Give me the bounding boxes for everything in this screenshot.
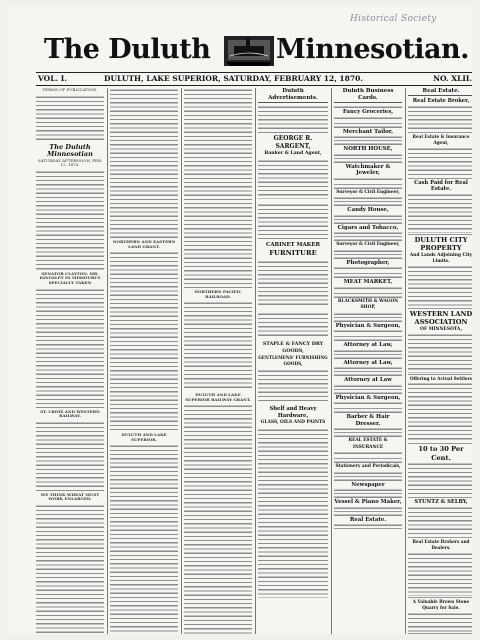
card-title: Physician & Surgeon,	[335, 322, 401, 329]
business-card	[334, 372, 402, 390]
column-4	[258, 88, 328, 634]
headline-4: NORTHERN AND EASTERN LAND GRANT.	[112, 239, 176, 249]
text-block	[334, 153, 402, 157]
business-card	[334, 202, 402, 220]
text-block	[258, 203, 328, 239]
column-3	[184, 88, 252, 634]
text-block	[334, 488, 402, 492]
real-estate-ad	[408, 444, 472, 498]
card-title: Barber & Hair Dresser,	[346, 414, 390, 427]
volume-label: VOL. I.	[38, 74, 67, 83]
issue-number: NO. XLII.	[433, 74, 472, 83]
text-block	[184, 301, 252, 391]
ad-title: CABINET MAKER	[266, 242, 320, 248]
headline-5: DULUTH AND LAKE SUPERIOR.	[121, 432, 167, 442]
place-date: DULUTH, LAKE SUPERIOR, SATURDAY, FEBRUARY 12, 1870.	[104, 74, 363, 83]
card-title: MEAT MARKET,	[343, 279, 393, 285]
text-block	[408, 382, 472, 442]
card-title: Stationery and Periodicals,	[335, 464, 401, 469]
card-title: Real Estate.	[349, 516, 387, 523]
card-title: Merchant Tailor,	[342, 128, 394, 135]
real-estate-ad	[408, 498, 472, 538]
ad-sub: GENTLEMENS' FURNISHING GOODS,	[258, 355, 328, 366]
business-card	[334, 124, 402, 142]
text-block	[36, 504, 104, 634]
text-block	[408, 105, 472, 131]
text-block	[110, 88, 178, 238]
steamship-engraving-icon	[222, 32, 276, 70]
business-card	[334, 220, 402, 238]
real-estate-ad	[408, 235, 472, 309]
column-rule	[107, 88, 108, 634]
ad-title: Real Estate Broker,	[412, 98, 470, 104]
text-block	[334, 349, 402, 353]
text-block	[408, 612, 472, 632]
card-title: REAL ESTATE & INSURANCE	[348, 438, 388, 450]
text-block	[258, 312, 328, 338]
ad-title: DULUTH CITY PROPERTY	[414, 235, 468, 252]
ad-title: Offering to Actual Settlers	[409, 375, 472, 381]
ad-sub: GLASS, OILS AND PAINTS	[260, 420, 326, 425]
text-block	[334, 451, 402, 457]
masthead-right: Minnesotian.	[276, 34, 470, 65]
ad-title: Shelf and Heavy Hardware,	[269, 406, 317, 419]
handwritten-note: Historical Society	[350, 14, 437, 24]
ad-title: WESTERN LAND ASSOCIATION	[409, 309, 472, 326]
text-block	[334, 384, 402, 388]
text-block	[334, 116, 402, 122]
section-title-cards: Duluth Business Cards.	[334, 88, 402, 103]
card-title: Newspaper	[351, 481, 385, 488]
column-rule	[255, 88, 256, 634]
text-block	[334, 471, 402, 475]
real-estate-ad	[408, 309, 472, 375]
text-block	[334, 427, 402, 431]
column-rule	[331, 88, 332, 634]
ad-title: GEORGE R. SARGENT,	[273, 135, 313, 150]
text-block	[334, 266, 402, 272]
card-title: Candy House,	[347, 207, 389, 213]
card-title: Surveyor & Civil Engineer,	[336, 242, 400, 247]
ad-sub: FURNITURE	[269, 249, 317, 257]
column-1	[36, 88, 104, 634]
business-card	[334, 104, 402, 124]
column-6	[408, 88, 472, 634]
newspaper-page	[8, 6, 472, 634]
business-card	[334, 477, 402, 495]
ad-title: Real Estate & Insurance Agent,	[412, 133, 470, 145]
text-block	[408, 506, 472, 536]
card-title: Physician & Surgeon,	[335, 394, 401, 401]
ad-title: STUNTZ & SELBY,	[414, 499, 468, 505]
text-block	[334, 523, 402, 527]
text-block	[36, 95, 104, 141]
text-block	[36, 421, 104, 491]
ad-sub: Banker & Land Agent,	[264, 151, 322, 156]
text-block	[258, 105, 328, 133]
text-block	[408, 147, 472, 177]
text-block	[184, 404, 252, 634]
text-block	[334, 329, 402, 335]
section-title-ads: Duluth Advertisements.	[258, 88, 328, 103]
column-rule	[405, 88, 406, 634]
text-block	[408, 193, 472, 233]
card-title: NORTH HOUSE,	[343, 146, 393, 152]
text-block	[334, 177, 402, 183]
text-block	[408, 333, 472, 373]
card-title: Attorney at Law,	[343, 342, 393, 348]
text-block	[334, 401, 402, 407]
column-5	[334, 88, 402, 634]
text-block	[258, 260, 328, 308]
text-block	[408, 265, 472, 307]
card-title: BLACKSMITH & WAGON SHOP,	[337, 298, 399, 310]
card-title: Fancy Groceries,	[342, 109, 394, 115]
real-estate-ad	[408, 538, 472, 598]
business-card	[334, 318, 402, 338]
business-card	[334, 294, 402, 318]
ad-title: STAPLE & FANCY DRY GOODS,	[262, 341, 324, 354]
business-card	[334, 390, 402, 410]
real-estate-ad	[408, 598, 472, 634]
headline-7: DULUTH AND LAKE SUPERIOR RAILWAY GRANT.	[185, 392, 251, 402]
dateline	[36, 72, 472, 86]
real-estate-ad	[408, 133, 472, 179]
text-block	[334, 214, 402, 218]
text-block	[184, 88, 252, 288]
ad-title: 10 to 30 Per Cent.	[418, 445, 464, 462]
business-card	[334, 433, 402, 459]
business-card	[334, 459, 402, 477]
text-block	[110, 251, 178, 431]
text-block	[408, 552, 472, 596]
card-title: Watchmaker & Jeweler,	[345, 163, 391, 176]
business-card	[334, 355, 402, 373]
text-block	[36, 288, 104, 408]
business-card	[334, 237, 402, 255]
business-card	[334, 512, 402, 530]
card-title: Attorney at Law,	[343, 359, 393, 366]
text-block	[258, 369, 328, 403]
ad-title: A Valuable Brown Stone Quarry for Sale.	[412, 598, 470, 610]
headline-3: WE THINK WHEAT MUST WORK ENLARGED.	[40, 491, 100, 502]
paper-title: The Duluth Minnesotian	[47, 142, 93, 158]
text-block	[334, 506, 402, 510]
column-2	[110, 88, 178, 634]
text-block	[334, 196, 402, 200]
text-block	[408, 462, 472, 496]
ad-sub: And Lands Adjoining City Limits.	[409, 252, 472, 264]
text-block	[258, 428, 328, 598]
business-card	[334, 255, 402, 275]
masthead	[34, 32, 472, 70]
headline-6: NORTHERN PACIFIC RAILROAD.	[194, 289, 242, 299]
real-estate-ads	[408, 97, 472, 634]
card-title: Cigars and Tobacco,	[337, 224, 399, 231]
terms-header: TERMS OF PUBLICATION.	[42, 88, 98, 92]
column-rule	[181, 88, 182, 634]
text-block	[334, 249, 402, 253]
text-block	[110, 444, 178, 634]
card-title: Attorney at Law	[344, 377, 392, 383]
ad-title: Real Estate Brokers and Dealers.	[412, 538, 470, 550]
business-cards	[334, 104, 402, 529]
business-card	[334, 337, 402, 355]
masthead-left: The Duluth	[44, 34, 211, 65]
card-title: Vessel & Piano Maker,	[334, 499, 402, 505]
date-line: SATURDAY AFTERNOON, FEB. 12, 1870.	[37, 157, 103, 168]
business-card	[334, 141, 402, 159]
real-estate-ad	[408, 375, 472, 445]
business-card	[334, 274, 402, 294]
text-block	[334, 135, 402, 139]
text-block	[36, 170, 104, 270]
business-card	[334, 159, 402, 185]
card-title: Surveyor & Civil Engineer,	[336, 189, 400, 195]
business-card	[334, 409, 402, 433]
ad-sub: OF MINNESOTA,	[420, 326, 462, 332]
business-card	[334, 185, 402, 203]
business-card	[334, 494, 402, 512]
real-estate-ad	[408, 179, 472, 235]
newspaper-body	[36, 88, 472, 634]
text-block	[258, 159, 328, 199]
text-block	[334, 231, 402, 235]
real-estate-ad	[408, 97, 472, 133]
headline-1: SENATOR CLAYTON. MR. KINGSLEY IN MISSOURI'S SPECIALLY TAKEN	[39, 270, 101, 285]
ad-title: Cash Paid for Real Estate.	[414, 179, 468, 192]
text-block	[334, 366, 402, 370]
section-title-real-estate: Real Estate.	[408, 88, 472, 96]
headline-2: ST. CROIX AND WESTERN RAILWAY.	[40, 408, 100, 419]
card-title: Photographer,	[346, 259, 390, 266]
text-block	[334, 286, 402, 292]
text-block	[334, 312, 402, 316]
